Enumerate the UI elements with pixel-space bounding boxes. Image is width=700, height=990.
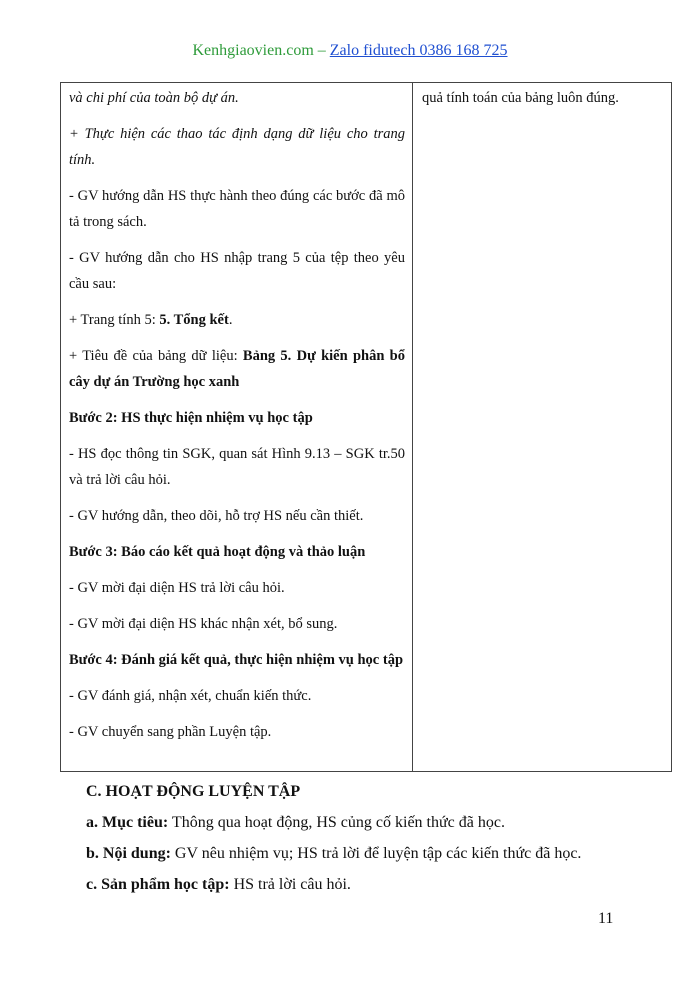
left-para-12: - GV mời đại diện HS khác nhận xét, bổ sung. (69, 616, 338, 632)
san-pham-text: HS trả lời câu hỏi. (229, 876, 351, 893)
page-header (0, 42, 700, 60)
left-para-3: - GV hướng dẫn HS thực hành theo đúng các bước đã mô tả trong sách. (69, 188, 405, 230)
table-right-column (422, 85, 666, 121)
step-2-heading: Bước 2: HS thực hiện nhiệm vụ học tập (69, 410, 313, 426)
left-para-4: - GV hướng dẫn cho HS nhập trang 5 của tệp theo yêu cầu sau: (69, 250, 405, 292)
header-zalo-link[interactable]: Zalo fidutech 0386 168 725 (329, 42, 508, 59)
left-para-2: + Thực hiện các thao tác định dạng dữ liệu cho trang tính. (69, 126, 405, 168)
noi-dung-row (86, 840, 666, 868)
page-number: 11 (598, 910, 614, 927)
practice-section (86, 778, 666, 902)
table-column-divider (412, 83, 413, 771)
left-para-15: - GV chuyển sang phần Luyện tập. (69, 724, 272, 740)
left-para-6 (69, 343, 405, 395)
noi-dung-text: GV nêu nhiệm vụ; HS trả lời để luyện tập các kiến thức đã học. (170, 845, 582, 862)
left-para-5-suffix: . (228, 312, 233, 328)
header-separator: – (313, 42, 330, 59)
left-para-8: - HS đọc thông tin SGK, quan sát Hình 9.13 – SGK tr.50 và trả lời câu hỏi. (69, 446, 405, 488)
left-para-14: - GV đánh giá, nhận xét, chuẩn kiến thức. (69, 688, 312, 704)
right-para-1: quả tính toán của bảng luôn đúng. (422, 90, 619, 106)
muc-tieu-label: a. Mục tiêu: (86, 814, 169, 831)
step-3-heading: Bước 3: Báo cáo kết quả hoạt động và thảo luận (69, 544, 366, 560)
left-para-6-prefix: + Tiêu đề của bảng dữ liệu: (69, 348, 243, 364)
san-pham-row (86, 871, 666, 899)
header-site: Kenhgiaovien.com (192, 42, 314, 59)
section-title: C. HOẠT ĐỘNG LUYỆN TẬP (86, 783, 301, 800)
san-pham-label: c. Sản phẩm học tập: (86, 876, 230, 893)
left-para-5-prefix: + Trang tính 5: (69, 312, 160, 328)
lesson-table (60, 82, 672, 772)
noi-dung-label: b. Nội dung: (86, 845, 171, 862)
muc-tieu-row (86, 809, 666, 837)
left-para-1: và chi phí của toàn bộ dự án. (69, 90, 239, 106)
table-left-column (69, 85, 405, 755)
step-4-heading: Bước 4: Đánh giá kết quả, thực hiện nhiệm vụ học tập (69, 652, 404, 668)
left-para-5 (69, 307, 405, 333)
left-para-11: - GV mời đại diện HS trả lời câu hỏi. (69, 580, 285, 596)
muc-tieu-text: Thông qua hoạt động, HS củng cố kiến thức đã học. (168, 814, 505, 831)
left-para-5-bold: 5. Tổng kết (159, 312, 229, 328)
left-para-6-bold: Bảng 5. Dự kiến phân bổ cây dự án Trường học xanh (69, 348, 405, 390)
left-para-9: - GV hướng dẫn, theo dõi, hỗ trợ HS nếu cần thiết. (69, 508, 364, 524)
